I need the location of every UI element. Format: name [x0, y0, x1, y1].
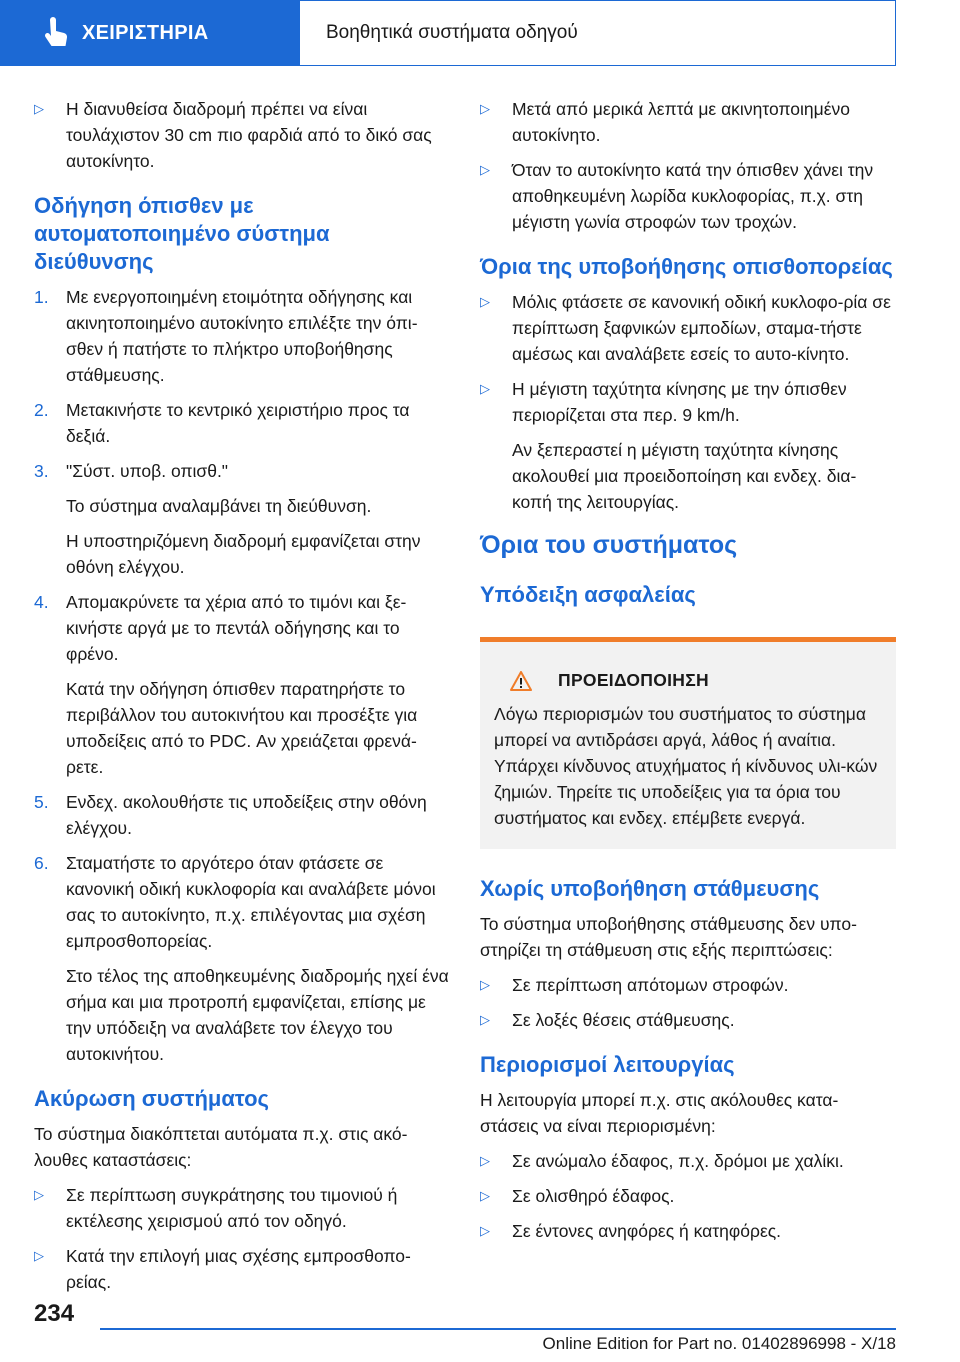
list-item: ▷ Σε έντονες ανηφόρες ή κατηφόρες. [480, 1218, 896, 1244]
heading-drive-reverse: Οδήγηση όπισθεν με αυτοματοποιημένο σύστημα διεύθυνσης [34, 193, 330, 274]
heading-system-limits: Όρια του συστήματος [480, 531, 738, 559]
heading-function-limits: Περιορισμοί λειτουργίας [480, 1052, 735, 1077]
triangle-bullet-icon: ▷ [480, 381, 490, 396]
triangle-bullet-icon: ▷ [480, 162, 490, 177]
list-note: Αν ξεπεραστεί η μέγιστη ταχύτητα κίνησης ακολουθεί μια προειδοποίηση και ενδεχ. δια-κοπή της λειτουργίας. [512, 440, 857, 512]
list-item: ▷ Όταν το αυτοκίνητο κατά την όπισθεν χάνει την αποθηκευμένη λωρίδα κυκλοφορίας, π.χ. στη μέγιστη γωνία στροφών των τροχών. [480, 157, 896, 235]
step-item: 5. Ενδεχ. ακολουθήστε τις υποδείξεις στην οθόνη ελέγχου. [34, 792, 427, 838]
right-column [480, 96, 896, 1253]
heading-cancel-system: Ακύρωση συστήματος [34, 1086, 269, 1111]
triangle-bullet-icon: ▷ [34, 1248, 44, 1263]
footer-divider [100, 1328, 896, 1330]
warning-triangle-icon [510, 671, 532, 691]
triangle-bullet-icon: ▷ [480, 1188, 490, 1203]
list-item: ▷ Κατά την επιλογή μιας σχέσης εμπροσθοπο-ρείας. [34, 1243, 450, 1295]
heading-reverse-limits: Όρια της υποβοήθησης οπισθοπορείας [480, 254, 893, 279]
step-item: 1. Με ενεργοποιημένη ετοιμότητα οδήγησης και ακινητοποιημένο αυτοκίνητο επιλέξτε την όπι-σθεν ή πατήστε το πλήκτρο υποβοήθησης στάθμευσης. [34, 287, 418, 385]
hand-pointer-icon [38, 16, 72, 50]
step-item: 2. Μετακινήστε το κεντρικό χειριστήριο προς τα δεξιά. [34, 400, 410, 446]
warning-title: ΠΡΟΕΙΔΟΠΟΙΗΣΗ [558, 670, 709, 690]
triangle-bullet-icon: ▷ [480, 1012, 490, 1027]
chapter-label: ΧΕΙΡΙΣΤΗΡΙΑ [82, 21, 209, 44]
paragraph: Η λειτουργία μπορεί π.χ. στις ακόλουθες κατα-στάσεις να είναι περιορισμένη: [480, 1090, 839, 1136]
footer-edition: Online Edition for Part no. 01402896998 - X/18 [542, 1334, 896, 1353]
page-header [0, 0, 960, 66]
triangle-bullet-icon: ▷ [34, 101, 44, 116]
step-note: Κατά την οδήγηση όπισθεν παρατηρήστε το περιβάλλον του αυτοκινήτου και προσέξτε για υποδείξεις από το PDC. Αν χρειάζεται φρενά-ρετε. [66, 679, 418, 777]
list-item: ▷ Μετά από μερικά λεπτά με ακινητοποιημένο αυτοκίνητο. [480, 96, 896, 148]
list-item: ▷ Σε λοξές θέσεις στάθμευσης. [480, 1007, 896, 1033]
heading-no-assist: Χωρίς υποβοήθηση στάθμευσης [480, 876, 820, 901]
triangle-bullet-icon: ▷ [34, 1187, 44, 1202]
triangle-bullet-icon: ▷ [480, 1223, 490, 1238]
warning-text: Λόγω περιορισμών του συστήματος το σύστημα μπορεί να αντιδράσει αργά, λάθος ή αναίτια. Υπάρχει κίνδυνος ατυχήματος ή κίνδυνος υλι-κών ζημιών. Τηρείτε τις υποδείξεις για τα όρια του συστήματος και ενδεχ. επέμβετε ενεργά. [494, 704, 878, 828]
step-item: 4. Απομακρύνετε τα χέρια από το τιμόνι και ξε-κινήστε αργά με το πεντάλ οδήγησης και το φρένο. [34, 592, 407, 664]
paragraph: Το σύστημα υποβοήθησης στάθμευσης δεν υπο-στηρίζει τη στάθμευση στις εξής περιπτώσεις: [480, 914, 857, 960]
step-item: 6. Σταματήστε το αργότερο όταν φτάσετε σε κανονική οδική κυκλοφορία και αναλάβετε μόνοι σας το αυτοκίνητο, π.χ. επιλέγοντας μια σχέση εμπροσθοπορείας. [34, 853, 436, 951]
list-item: ▷ Σε ανώμαλο έδαφος, π.χ. δρόμοι με χαλίκι. [480, 1148, 896, 1174]
step-note: Η υποστηριζόμενη διαδρομή εμφανίζεται στην οθόνη ελέγχου. [66, 531, 421, 577]
chapter-tab [0, 0, 300, 66]
step-item: 3. "Σύστ. υποβ. οπισθ." [34, 461, 229, 481]
list-item: ▷ Η διανυθείσα διαδρομή πρέπει να είναι τουλάχιστον 30 cm πιο φαρδιά από το δικό σας αυτοκίνητο. [34, 96, 450, 174]
triangle-bullet-icon: ▷ [480, 101, 490, 116]
page-number: 234 [34, 1300, 75, 1327]
step-note: Στο τέλος της αποθηκευμένης διαδρομής ηχεί ένα σήμα και μια προτροπή εμφανίζεται, επίσης με την υπόδειξη να αναλάβετε τον έλεγχο του αυτοκινήτου. [66, 966, 449, 1064]
heading-safety-note: Υπόδειξη ασφαλείας [480, 582, 696, 607]
list-item: ▷ Σε περίπτωση απότομων στροφών. [480, 972, 896, 998]
paragraph: Το σύστημα διακόπτεται αυτόματα π.χ. στις ακό-λουθες καταστάσεις: [34, 1124, 408, 1170]
section-title: Βοηθητικά συστήματα οδηγού [300, 0, 896, 66]
left-column [34, 96, 450, 1304]
step-note: Το σύστημα αναλαμβάνει τη διεύθυνση. [66, 496, 372, 516]
list-item: ▷ Σε ολισθηρό έδαφος. [480, 1183, 896, 1209]
triangle-bullet-icon: ▷ [480, 1153, 490, 1168]
warning-header [494, 670, 882, 691]
list-item: ▷ Σε περίπτωση συγκράτησης του τιμονιού ή εκτέλεσης χειρισμού από τον οδηγό. [34, 1182, 450, 1234]
list-item: ▷ Η μέγιστη ταχύτητα κίνησης με την όπισθεν περιορίζεται στα περ. 9 km/h. [480, 376, 896, 428]
list-item: ▷ Μόλις φτάσετε σε κανονική οδική κυκλοφο-ρία σε περίπτωση ξαφνικών εμποδίων, σταμα-τήστε αμέσως και αναλάβετε εσείς το αυτο-κίνητο. [480, 289, 896, 367]
warning-box [480, 637, 896, 849]
triangle-bullet-icon: ▷ [480, 294, 490, 309]
triangle-bullet-icon: ▷ [480, 977, 490, 992]
